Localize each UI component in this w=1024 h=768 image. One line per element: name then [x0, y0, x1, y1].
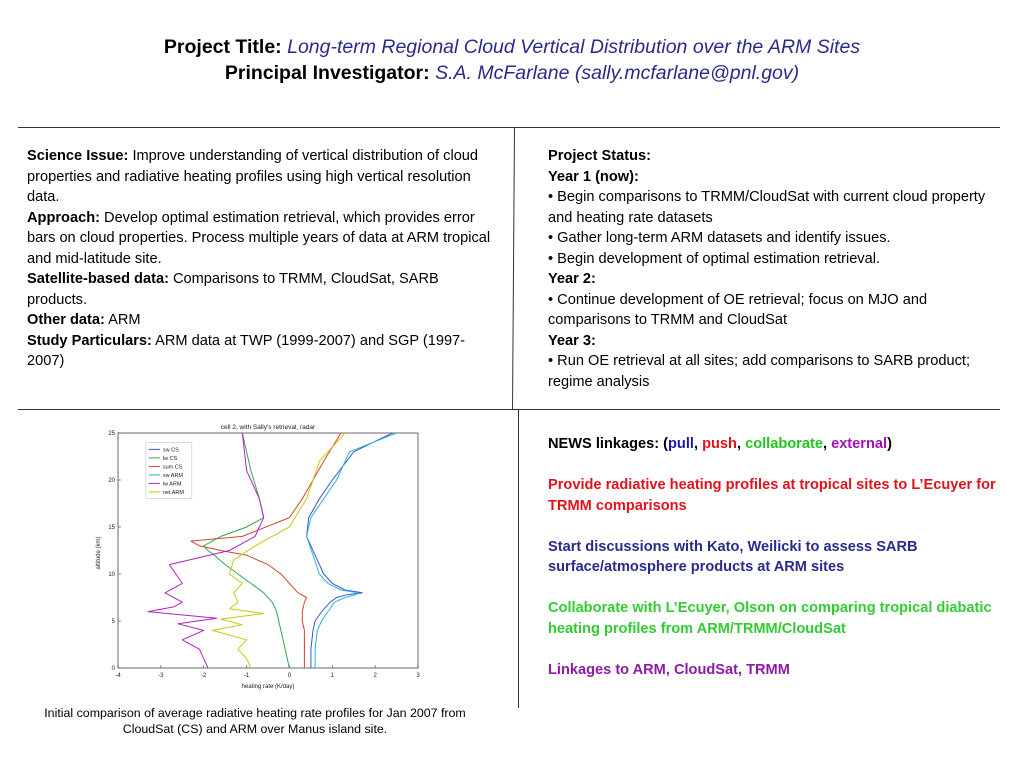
x-tick-label: -1	[243, 673, 250, 679]
legend-label: net ARM	[162, 489, 184, 496]
news-external: external	[831, 436, 888, 452]
y-tick-label: 5	[111, 619, 115, 625]
other-data-label: Other data:	[27, 312, 105, 328]
header	[0, 34, 1024, 86]
x-tick-label: -4	[115, 673, 121, 679]
y-tick-label: 15	[108, 525, 115, 531]
year1-heading: Year 1 (now):	[548, 168, 639, 185]
pi-line	[0, 60, 1024, 86]
news-collaborate-item: Collaborate with L’Ecuyer, Olson on comparing tropical diabatic heating profiles from ARM/TRMM/CloudSat	[548, 600, 992, 637]
satellite-data-text: Comparisons to TRMM, CloudSat, SARB products.	[27, 271, 439, 308]
chart-legend	[146, 442, 192, 498]
legend-label: lw ARM	[162, 481, 182, 488]
project-title-value: Long-term Regional Cloud Vertical Distribution over the ARM Sites	[287, 36, 861, 58]
science-issue-label: Science Issue:	[27, 148, 129, 164]
y-axis-label: altitude (km)	[96, 536, 102, 570]
x-tick-label: -3	[158, 673, 164, 679]
status-item: • Run OE retrieval at all sites; add comparisons to SARB product; regime analysis	[548, 353, 971, 390]
heating-rate-chart	[90, 418, 430, 693]
status-item: • Gather long-term ARM datasets and identify issues.	[548, 230, 891, 246]
status-item: • Begin comparisons to TRMM/CloudSat with current cloud property and heating rate datasets	[548, 189, 986, 226]
chart-title: cell 2, with Sally's retrieval, radar	[220, 424, 316, 431]
pi-label: Principal Investigator:	[224, 62, 430, 84]
news-pull: pull	[668, 436, 694, 452]
project-description	[27, 146, 497, 372]
year2-heading: Year 2:	[548, 271, 596, 287]
legend-label: sum CS	[162, 464, 183, 471]
other-data-text: ARM	[108, 312, 141, 328]
legend-label: sw ARM	[162, 472, 184, 479]
x-tick-label: 2	[373, 673, 377, 679]
project-title-label: Project Title:	[163, 36, 282, 58]
study-particulars-text: ARM data at TWP (1999-2007) and SGP (1997-2007)	[27, 332, 466, 369]
lower-vertical-divider	[518, 410, 519, 708]
news-sep: ,	[693, 436, 699, 452]
status-item: • Continue development of OE retrieval; focus on MJO and comparisons to TRMM and CloudSat	[548, 291, 928, 328]
news-push: push	[702, 436, 737, 452]
status-heading: Project Status:	[548, 148, 651, 164]
news-suffix: )	[887, 436, 892, 452]
news-sep: ,	[736, 436, 742, 452]
x-tick-label: -2	[201, 673, 207, 679]
news-collaborate: collaborate	[745, 436, 823, 452]
satellite-data-label: Satellite-based data:	[27, 271, 169, 287]
legend-label: lw CS	[162, 455, 178, 462]
top-divider	[18, 127, 1000, 128]
year3-heading: Year 3:	[548, 332, 596, 349]
y-tick-label: 10	[108, 572, 115, 578]
news-push-item: Provide radiative heating profiles at tropical sites to L’Ecuyer for TRMM comparisons	[548, 477, 996, 514]
news-heading	[548, 434, 998, 455]
y-tick-label: 0	[111, 666, 115, 672]
legend-label: sw CS	[162, 447, 179, 454]
news-linkages	[548, 434, 998, 701]
upper-vertical-divider	[512, 128, 515, 410]
y-tick-label: 25	[108, 431, 115, 437]
status-item: • Begin development of optimal estimation retrieval.	[548, 250, 881, 267]
figure-caption: Initial comparison of average radiative heating rate profiles for Jan 2007 from CloudSat (CS) and ARM over Manus island site.	[44, 706, 466, 736]
news-pull-item: Start discussions with Kato, Weilicki to assess SARB surface/atmosphere products at ARM sites	[548, 538, 918, 575]
approach-label: Approach:	[27, 209, 100, 226]
x-tick-label: 0	[287, 673, 292, 679]
news-prefix: NEWS linkages: (	[548, 436, 669, 452]
news-sep: ,	[822, 436, 828, 452]
pi-value: S.A. McFarlane (sally.mcfarlane@pnl.gov)	[435, 62, 800, 84]
project-status	[548, 146, 998, 392]
science-issue-text: Improve understanding of vertical distribution of cloud properties and radiative heating profiles using high vertical resolution data.	[27, 148, 479, 205]
x-tick-label: 3	[416, 673, 420, 679]
news-external-item: Linkages to ARM, CloudSat, TRMM	[548, 661, 790, 678]
x-axis-label: heating rate (K/day)	[241, 684, 295, 690]
x-tick-label: 1	[330, 673, 334, 679]
project-title-line	[0, 34, 1024, 60]
y-tick-label: 20	[108, 478, 115, 484]
middle-divider	[18, 409, 1000, 410]
study-particulars-label: Study Particulars:	[27, 332, 152, 349]
approach-text: Develop optimal estimation retrieval, which provides error bars on cloud properties. Process multiple years of data at ARM tropical and mid-latitude site.	[27, 209, 491, 267]
